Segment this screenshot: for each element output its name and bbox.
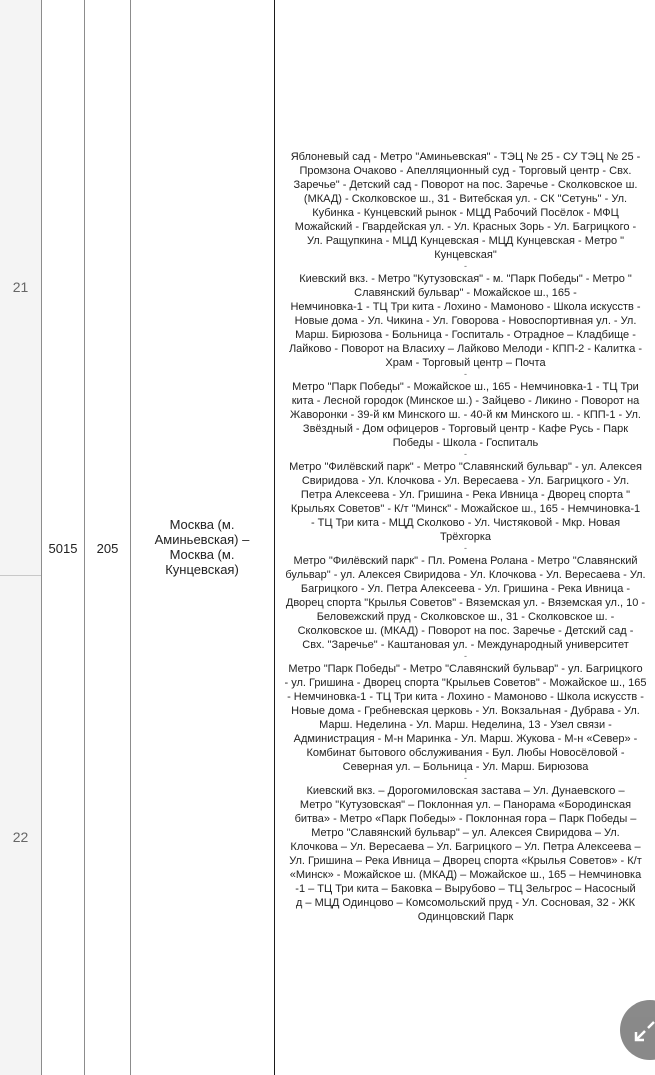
column-divider [274, 0, 275, 1075]
stop-list-line: Новые дома - Гребневская церковь - Ул. Вокзальная - Дубрава - Ул. [291, 705, 640, 717]
stop-list-line: Администрация - М-н Маринка - Ул. Марш. Жукова - М-н «Север» - [293, 733, 638, 745]
stop-list-line: Яблоневый сад - Метро "Аминьевская" - ТЭЦ № 25 - СУ ТЭЦ № 25 - [290, 151, 641, 163]
stop-list-line: Победы - Школа - Госпиталь [392, 437, 539, 449]
stop-list-line: Киевский вкз. – Дорогомиловская застава – Ул. Дунаевского – [306, 785, 625, 797]
stop-list-line: Трёхгорка [439, 531, 491, 543]
stop-list-line: Крыльях Советов" - К/т "Минск" - Можайское ш., 165 - Немчиновка-1 [290, 503, 641, 515]
stop-list-line: Метро "Кутузовская" – Поклонная ул. – Панорама «Бородинская [299, 799, 632, 811]
route-code-cell: 5015 [48, 541, 78, 556]
stop-list-line: Метро "Парк Победы" - Можайское ш., 165 - Немчиновка-1 - ТЦ Три [292, 381, 639, 393]
stop-list-line: «Минск» - Можайское ш. (МКАД) – Можайское ш., 165 – Немчиновка [289, 869, 642, 881]
stop-list-line: битва» - Метро «Парк Победы» - Поклонная гора – Парк Победы – [294, 813, 637, 825]
column-divider [41, 0, 42, 1075]
row-number-column [0, 0, 41, 1075]
list-separator: - [464, 449, 467, 459]
stop-list-line: Кунцевская" [434, 249, 497, 261]
stop-list-line: -1 – ТЦ Три кита – Баковка – Вырубово – ТЦ Зельгрос – Насосный [295, 883, 636, 895]
stop-list-line: д – МЦД Одинцово – Комсомольский пруд - Ул. Сосновая, 32 - ЖК [295, 897, 636, 909]
route-number-cell: 205 [96, 541, 119, 556]
stop-list-line: Марш. Бирюзова - Больница - Госпиталь - Отрадное – Кладбище - [295, 329, 636, 341]
stop-list-line: - Немчиновка-1 - ТЦ Три кита - Лохино - Мамоново - Школа искусств - [287, 691, 644, 703]
list-separator: - [464, 773, 467, 783]
stop-list-line: Можайский - Гвардейская ул. - Ул. Красных Зорь - Ул. Багрицкого - [294, 221, 637, 233]
collapse-button[interactable] [620, 1000, 655, 1060]
column-divider [84, 0, 85, 1075]
stop-list-line: Звёздный - Дом офицеров - Торговый центр - Кафе Русь - Парк [302, 423, 629, 435]
row-number-22: 22 [12, 829, 29, 845]
stop-list-line: Славянский бульвар" - Можайское ш., 165 - [354, 287, 577, 299]
row-number-21: 21 [12, 279, 29, 295]
stop-list-line: Комбинат бытового обслуживания - Бул. Любы Новосёловой - [306, 747, 625, 759]
stop-list-line: Заречье" - Детский сад - Поворот на пос. Заречье - Сколковское ш. [293, 179, 638, 191]
stop-list-line: Новые дома - Ул. Чикина - Ул. Говорова - Новоспортивная ул. - Ул. [294, 315, 637, 327]
stop-list-line: Северная ул. – Больница - Ул. Марш. Бирюзова [342, 761, 589, 773]
collapse-arrows-icon [632, 1018, 655, 1044]
stop-list-line: Марш. Неделина - Ул. Марш. Неделина, 13 - Узел связи - [319, 719, 612, 731]
stop-list-line: - ТЦ Три кита - МЦД Сколково - Ул. Чистяковой - Мкр. Новая [310, 517, 621, 529]
route-stops-cell [276, 150, 655, 924]
list-separator: - [464, 543, 467, 553]
stop-list-line: Багрицкого - Ул. Петра Алексеева - Ул. Гришина - Река Ивница - [300, 583, 631, 595]
stop-list-line: Кубинка - Кунцевский рынок - МЦД Рабочий Посёлок - МФЦ [312, 207, 619, 219]
stop-list-line: Метро "Филёвский парк" - Пл. Ромена Ролана - Метро "Славянский [293, 555, 638, 567]
stop-list-line: Промзона Очаково - Апелляционный суд - Торговый центр - Свх. [299, 165, 632, 177]
stop-list-line: Немчиновка-1 - ТЦ Три кита - Лохино - Мамоново - Школа искусств - [290, 301, 641, 313]
stop-list-line: Жаворонки - 39-й км Минского ш. - 40-й км Минского ш. - КПП-1 - Ул. [290, 409, 641, 421]
stop-list-line: Ул. Гришина – Река Ивница – Дворец спорта «Крылья Советов» - К/т [289, 855, 642, 867]
stop-list-line: Метро "Парк Победы" - Метро "Славянский бульвар" - ул. Багрицкого [288, 663, 643, 675]
row-separator [0, 575, 41, 576]
stop-list-line: - ул. Гришина - Дворец спорта "Крыльев Советов" - Можайское ш., 165 [284, 677, 647, 689]
stop-list-line: Одинцовский Парк [417, 911, 514, 923]
stop-list-line: Храм - Торговый центр – Почта [385, 357, 546, 369]
list-separator: - [464, 651, 467, 661]
column-divider [130, 0, 131, 1075]
route-name-cell: Москва (м. Аминьевская) – Москва (м. Кунцевская) [154, 517, 250, 577]
stop-list-line: Метро "Филёвский парк" - Метро "Славянский бульвар" - ул. Алексея [289, 461, 642, 473]
stop-list-line: Лайково - Поворот на Власиху – Лайково Мелоди - КПП-2 - Калитка - [288, 343, 643, 355]
stop-list-line: Петра Алексеева - Ул. Гришина - Река Ивница - Дворец спорта " [300, 489, 631, 501]
stop-list-line: Метро "Славянский бульвар" – ул. Алексея Свиридова – Ул. [311, 827, 620, 839]
list-separator: - [464, 261, 467, 271]
stop-list-line: Дворец спорта "Крылья Советов" - Вяземская ул. - Вяземская ул., 10 - [285, 597, 646, 609]
stop-list-line: Киевский вкз. - Метро "Кутузовская" - м. "Парк Победы" - Метро " [299, 273, 632, 285]
stop-list-line: Беловежский пруд - Сколковское ш., 31 - Сколковское ш. - [316, 611, 615, 623]
stop-list-line: кита - Лесной городок (Минское ш.) - Зайцево - Ликино - Поворот на [291, 395, 640, 407]
stop-list-line: Сколковское ш. (МКАД) - Поворот на пос. Заречье - Детский сад - [297, 625, 634, 637]
list-separator: - [464, 369, 467, 379]
stop-list-line: (МКАД) - Сколковское ш., 31 - Витебская ул. - СК "Сетунь" - Ул. [303, 193, 628, 205]
stop-list-line: Ул. Ращупкина - МЦД Кунцевская - МЦД Кунцевская - Метро " [306, 235, 625, 247]
stop-list-line: бульвар" - ул. Алексея Свиридова - Ул. Клочкова - Ул. Вересаева - Ул. [285, 569, 646, 581]
stop-list-line: Свх. "Заречье" - Каштановая ул. - Международный университет [302, 639, 629, 651]
stop-list-line: Свиридова - Ул. Клочкова - Ул. Вересаева - Ул. Багрицкого - Ул. [301, 475, 630, 487]
stop-list-line: Клочкова – Ул. Вересаева – Ул. Багрицкого – Ул. Петра Алексеева – [290, 841, 641, 853]
